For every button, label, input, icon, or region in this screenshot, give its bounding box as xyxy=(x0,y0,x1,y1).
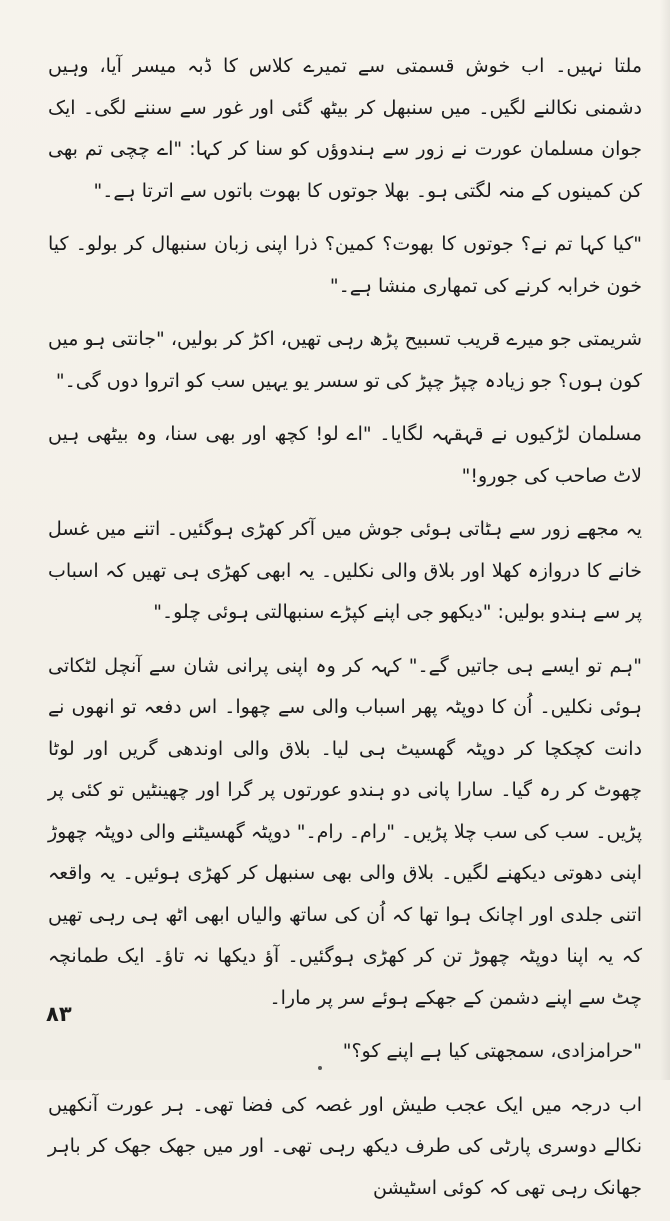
paragraph-5: یہ مجھے زور سے ہٹاتی ہوئی جوش میں آکر کھڑی ہوگئیں۔ اتنے میں غسل خانے کا دروازہ کھلا اور بلاق والی نکلیں۔ یہ ابھی کھڑی ہی تھیں کہ اسباب پر سے ہندو بولیں: "دیکھو جی اپنے کپڑے سنبھالتی ہوئی چلو۔" xyxy=(48,518,642,623)
paragraph-4: مسلمان لڑکیوں نے قہقہہ لگایا۔ "اے لو! کچھ اور بھی سنا، وہ بیٹھی ہیں لاٹ صاحب کی جورو!" xyxy=(48,423,642,487)
paragraph-8: اب درجہ میں ایک عجب طیش اور غصہ کی فضا تھی۔ ہر عورت آنکھیں نکالے دوسری پارٹی کی طرف دیکھ رہی تھی۔ اور میں جھک جھک کر باہر جھانک رہی تھی کہ کوئی اسٹیشن xyxy=(48,1093,642,1199)
page-body-text xyxy=(48,46,642,1221)
paragraph-3: شریمتی جو میرے قریب تسبیح پڑھ رہی تھیں، اکڑ کر بولیں، "جانتی ہو میں کون ہوں؟ جو زیادہ چپڑ چپڑ کی تو سسر یو یہیں سب کو اتروا دوں گی۔" xyxy=(48,328,642,392)
page-number: ۸۳ xyxy=(46,1002,72,1026)
paragraph-2: "کیا کہا تم نے؟ جوتوں کا بھوت؟ کمین؟ ذرا اپنی زبان سنبھال کر بولو۔ کیا خون خرابہ کرنے کی تمھاری منشا ہے۔" xyxy=(48,233,642,297)
paragraph-7: "حرامزادی، سمجھتی کیا ہے اپنے کو؟" xyxy=(342,1040,642,1062)
bottom-dot-mark xyxy=(318,1066,322,1070)
paragraph-1: ملتا نہیں۔ اب خوش قسمتی سے تمیرے کلاس کا ڈبہ میسر آیا، وہیں دشمنی نکالنے لگیں۔ میں سنبھل کر بیٹھ گئی اور غور سے سننے لگی۔ ایک جوان مسلمان عورت نے زور سے ہندوؤں کو سنا کر کہا: "اے چچی تم بھی کن کمینوں کے منہ لگتی ہو۔ بھلا جوتوں کا بھوت باتوں سے اترتا ہے۔" xyxy=(48,55,642,202)
paragraph-6: "ہم تو ایسے ہی جاتیں گے۔" کہہ کر وہ اپنی پرانی شان سے آنچل لٹکاتی ہوئی نکلیں۔ اُن کا دوپٹہ پھر اسباب والی سے چھوا۔ اس دفعہ تو انھوں نے دانت کچکچا کر دوپٹہ گھسیٹ ہی لیا۔ بلاق والی اوندھی گریں اور لوٹا چھوٹ کر رہ گیا۔ سارا پانی دو ہندو عورتوں پر گرا اور چھینٹیں تو کئی پر پڑیں۔ سب کی سب چلا پڑیں۔ "رام۔ رام۔" دوپٹہ گھسیٹنے والی دوپٹہ چھوڑ اپنی دھوتی دیکھنے لگیں۔ بلاق والی بھی سنبھل کر کھڑی ہوئیں۔ یہ واقعہ اتنی جلدی اور اچانک ہوا تھا کہ اُن کی ساتھ والیاں ابھی اٹھ ہی رہی تھیں کہ یہ اپنا دوپٹہ چھوڑ تن کر کھڑی ہوگئیں۔ آؤ دیکھا نہ تاؤ۔ ایک طمانچہ چٹ سے اپنے دشمن کے جھکے ہوئے سر پر مارا۔ xyxy=(48,654,642,1009)
